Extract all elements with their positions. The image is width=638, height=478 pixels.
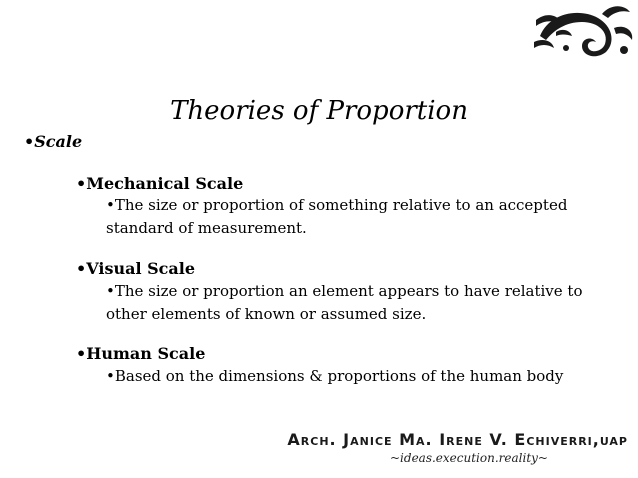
author-tagline: ~ideas.execution.reality~ <box>390 451 548 465</box>
bullet-human-scale: •Human Scale <box>76 344 206 363</box>
bullet-visual-scale: •Visual Scale <box>76 259 196 278</box>
bullet-mechanical-scale: •Mechanical Scale <box>76 174 244 193</box>
slide-title: Theories of Proportion <box>170 96 468 126</box>
bullet-scale: •Scale <box>24 132 83 151</box>
mechanical-scale-description: •The size or proportion of something relative to an accepted standard of measurement. <box>106 196 568 237</box>
visual-scale-description: •The size or proportion an element appears to have relative to other elements of known or assumed size. <box>106 282 583 323</box>
flourish-ornament-icon <box>532 2 636 62</box>
human-scale-description: •Based on the dimensions & proportions of the human body <box>106 367 564 385</box>
author-signature: Arch. Janice Ma. Irene V. Echiverri,uap <box>287 430 628 449</box>
